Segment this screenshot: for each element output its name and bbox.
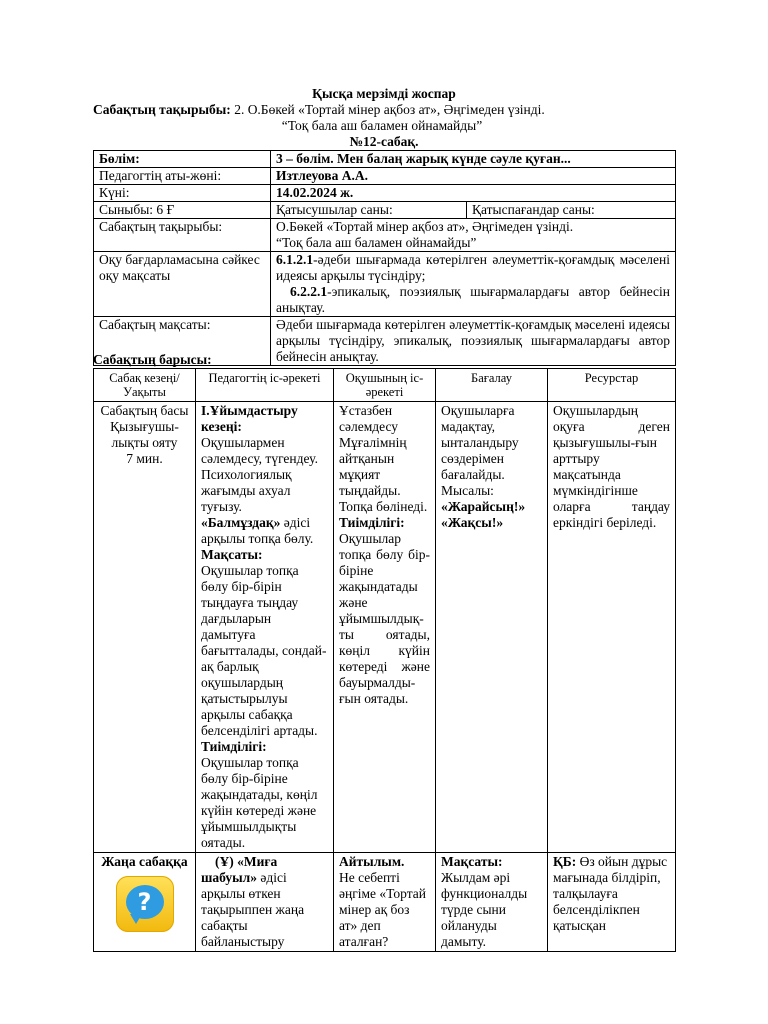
table-row — [94, 151, 676, 168]
praise-2: «Жақсы!» — [441, 515, 504, 530]
table-row — [94, 402, 676, 853]
section-value: 3 – бөлім. Мен балаң жарық күнде сәуле қуған... — [271, 151, 676, 168]
teacher-cell — [196, 402, 334, 853]
flow-title: Сабақтың барысы: — [93, 352, 212, 367]
document-title: Қысқа мерзімді жоспар — [312, 86, 456, 101]
col-teacher: Педагогтің іс-әрекеті — [196, 369, 334, 402]
teacher-text: (Ұ) «Миға шабуыл» әдісі арқылы өткен тақырыппен жаңа сабақты байланыстыру — [201, 854, 305, 949]
praise-1: «Жарайсың!» — [441, 499, 526, 514]
stage-cell — [94, 402, 196, 853]
student-cell — [334, 853, 436, 952]
goal-heading: Мақсаты: — [201, 547, 263, 562]
lesson-number: №12-сабақ. — [349, 134, 419, 149]
assessment-cell — [436, 853, 548, 952]
goal-value: Әдеби шығармада көтерілген әлеуметтік-қоғамдық мәселені идеясы арқылы түсіндіру, эпикалық, поэзиялық шығармалардағы автор бейнесін анықтау. — [271, 317, 676, 366]
topic-line2: “Тоқ бала аш баламен ойнамайды” — [276, 235, 477, 250]
table-row — [94, 853, 676, 952]
assessment-text: Жылдам әрі функционалды түрде сыни ойлануды дамыту. — [441, 870, 528, 949]
teacher-cell — [196, 853, 334, 952]
lesson-flow-table — [93, 368, 676, 952]
objective-2: 6.2.2.1-эпикалық, поэзиялық шығармалардағы автор бейнесін анықтау. — [276, 284, 670, 315]
resources-text: ҚБ: Өз ойын дұрыс мағынада білдіріп, талқылауға белсенділікпен қатысқан — [553, 854, 668, 933]
method-text: «Балмұздақ» әдісі арқылы топқа бөлу. — [201, 515, 314, 546]
student-text: Не себепті әңгіме «Тортай мінер ақ боз ат» деп аталған? — [339, 870, 426, 949]
stage-name: Жаңа сабаққа — [101, 854, 188, 869]
student-cell — [334, 402, 436, 853]
lesson-topic: Сабақтың тақырыбы: 2. О.Бөкей «Тортай мінер ақбоз ат», Әңгімеден үзінді. — [93, 102, 545, 117]
topic-label: Сабақтың тақырыбы: — [94, 219, 271, 252]
teacher-value: Изтлеуова А.А. — [271, 168, 676, 185]
student-text: Ұстазбен сәлемдесу Мұғалімнің айтқанын мұқият тыңдайды. Топқа бөлінеді. — [339, 403, 428, 514]
teacher-label: Педагогтің аты-жөні: — [94, 168, 271, 185]
table-row — [94, 202, 676, 219]
resources-cell — [548, 853, 676, 952]
absent-count-label: Қатыспағандар саны: — [467, 202, 676, 219]
table-row — [94, 168, 676, 185]
assessment-text: Оқушыларға мадақтау, ынталандыру сөздерімен бағалайды. Мысалы: — [441, 403, 519, 498]
goal-label: Сабақтың мақсаты: — [94, 317, 271, 366]
student-heading: Тиімділігі: — [339, 515, 405, 530]
lesson-topic-line2: “Тоқ бала аш баламен ойнамайды” — [281, 118, 483, 133]
student-effect-text: Оқушылар топқа бөлу бір-біріне жақындатады және ұйымшылдық-ты оятады, көңіл күйін көтереді және бауырмалды-ғын оятады. — [339, 531, 430, 706]
teacher-text: Оқушылармен сәлемдесу, түгендеу. Психологиялық жағымды ахуал туғызу. — [201, 435, 318, 514]
stage-time: 7 мин. — [126, 451, 163, 466]
date-label: Күні: — [94, 185, 271, 202]
stage-cell — [94, 853, 196, 952]
stage-name: Сабақтың басы — [100, 403, 189, 418]
stage-sub: Қызығушы-лықты ояту — [110, 419, 179, 450]
assessment-heading: Мақсаты: — [441, 854, 503, 869]
goal-text: Оқушылар топқа бөлу бір-бірін тыңдауға тыңдау дағдыларын дамытуға бағытталады, сондай-ақ барлық оқушылардың қатыстырылуы арқылы сабаққа белсенділігі артады. — [201, 563, 327, 738]
topic-line1: О.Бөкей «Тортай мінер ақбоз ат», Әңгімеден үзінді. — [276, 219, 574, 234]
table-row — [94, 219, 676, 252]
table-row — [94, 252, 676, 317]
teacher-heading: І.Ұйымдастыру кезеңі: — [201, 403, 298, 434]
date-value: 14.02.2024 ж. — [271, 185, 676, 202]
objectives-value — [271, 252, 676, 317]
lesson-info-table — [93, 150, 676, 366]
col-resources: Ресурстар — [548, 369, 676, 402]
table-header-row — [94, 369, 676, 402]
question-icon: ? — [116, 876, 174, 932]
col-student: Оқушының іс-әрекеті — [334, 369, 436, 402]
topic-value — [271, 219, 676, 252]
effect-text: Оқушылар топқа бөлу бір-біріне жақындатады, көңіл күйін көтереді және ұйымшылдықты оятады. — [201, 755, 318, 850]
table-row — [94, 185, 676, 202]
col-assessment: Бағалау — [436, 369, 548, 402]
col-stage: Сабақ кезеңі/Уақыты — [94, 369, 196, 402]
objective-1: 6.1.2.1-әдеби шығармада көтерілген әлеуметтік-қоғамдық мәселені идеясы арқылы түсіндіру; — [276, 252, 670, 283]
present-count-label: Қатысушылар саны: — [271, 202, 467, 219]
section-label: Бөлім: — [94, 151, 271, 168]
class-label: Сыныбы: 6 Ғ — [94, 202, 271, 219]
assessment-cell — [436, 402, 548, 853]
effect-heading: Тиімділігі: — [201, 739, 267, 754]
resources-cell: Оқушылардың оқуға деген қызығушылы-ғын арттыру мақсатында мүмкіндігінше оларға таңдау еркіндігі беріледі. — [548, 402, 676, 853]
objectives-label: Оқу бағдарламасына сәйкес оқу мақсаты — [94, 252, 271, 317]
student-heading: Айтылым. — [339, 854, 405, 869]
